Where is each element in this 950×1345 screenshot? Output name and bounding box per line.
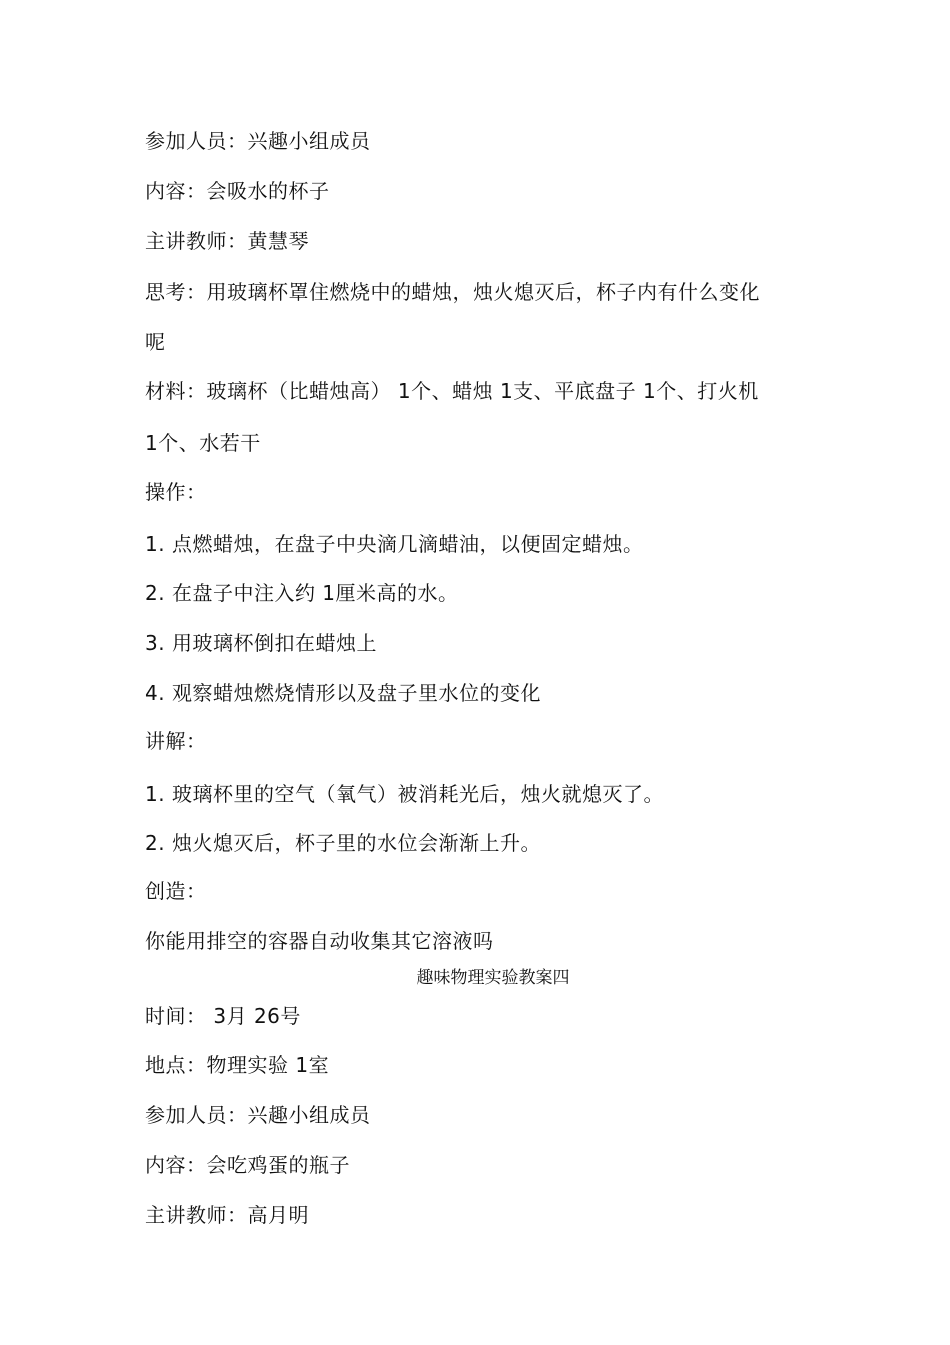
teacher-line: 主讲教师：高月明 (145, 1203, 309, 1227)
operation-heading: 操作： (145, 480, 207, 504)
explain-point: 2. 烛火熄灭后，杯子里的水位会渐渐上升。 (145, 831, 541, 855)
teacher-line: 主讲教师：黄慧琴 (145, 229, 309, 253)
content-line: 内容：会吃鸡蛋的瓶子 (145, 1153, 350, 1177)
create-text: 你能用排空的容器自动收集其它溶液吗 (145, 929, 494, 953)
operation-step: 4. 观察蜡烛燃烧情形以及盘子里水位的变化 (145, 681, 541, 705)
explain-heading: 讲解： (145, 729, 207, 753)
materials-line-1: 材料：玻璃杯（比蜡烛高） 1个、蜡烛 1支、平底盘子 1个、打火机 (145, 379, 759, 403)
operation-step: 3. 用玻璃杯倒扣在蜡烛上 (145, 631, 377, 655)
participants-line: 参加人员：兴趣小组成员 (145, 1103, 371, 1127)
place-line: 地点：物理实验 1室 (145, 1053, 330, 1077)
operation-step: 2. 在盘子中注入约 1厘米高的水。 (145, 581, 459, 605)
operation-step: 1. 点燃蜡烛，在盘子中央滴几滴蜡油，以便固定蜡烛。 (145, 532, 644, 556)
lesson-title: 趣味物理实验教案四 (416, 968, 570, 988)
time-line: 时间： 3月 26号 (145, 1004, 301, 1028)
create-heading: 创造： (145, 879, 207, 903)
materials-line-2: 1个、水若干 (145, 431, 261, 455)
content-line: 内容：会吸水的杯子 (145, 179, 330, 203)
explain-point: 1. 玻璃杯里的空气（氧气）被消耗光后，烛火就熄灭了。 (145, 782, 664, 806)
participants-line: 参加人员：兴趣小组成员 (145, 129, 371, 153)
think-line-1: 思考：用玻璃杯罩住燃烧中的蜡烛，烛火熄灭后，杯子内有什么变化 (145, 280, 760, 304)
think-line-2: 呢 (145, 330, 166, 354)
